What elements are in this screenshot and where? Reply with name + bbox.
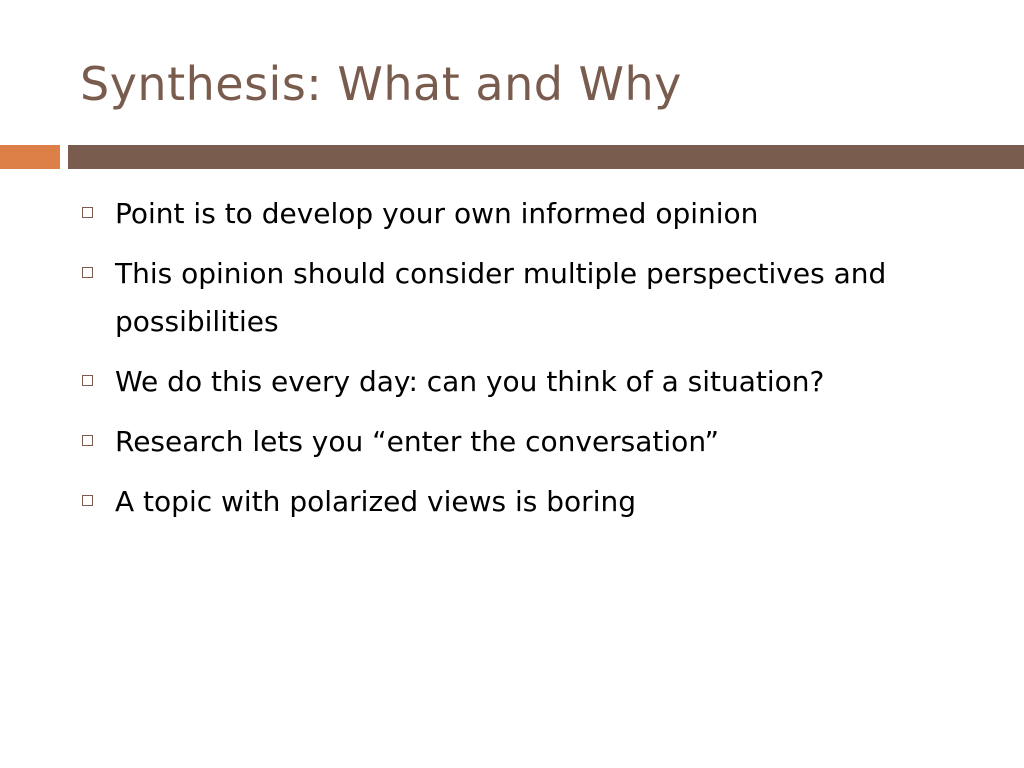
hollow-square-bullet-icon	[82, 495, 93, 506]
hollow-square-bullet-icon	[82, 435, 93, 446]
hollow-square-bullet-icon	[82, 375, 93, 386]
hollow-square-bullet-icon	[82, 207, 93, 218]
hollow-square-bullet-icon	[82, 267, 93, 278]
list-item	[82, 478, 982, 526]
title-rule-bar	[68, 145, 1024, 169]
list-item	[82, 418, 982, 466]
bullet-text: Research lets you “enter the conversation”	[115, 425, 720, 458]
bullet-text: This opinion should consider multiple perspectives and possibilities	[115, 257, 887, 338]
bullet-text: We do this every day: can you think of a situation?	[115, 365, 825, 398]
bullet-text: Point is to develop your own informed opinion	[115, 197, 759, 230]
list-item	[82, 190, 982, 238]
list-item	[82, 358, 982, 406]
bullet-list	[82, 190, 982, 538]
slide-title: Synthesis: What and Why	[80, 57, 682, 111]
bullet-text: A topic with polarized views is boring	[115, 485, 636, 518]
title-rule-accent	[0, 145, 60, 169]
list-item	[82, 250, 982, 346]
